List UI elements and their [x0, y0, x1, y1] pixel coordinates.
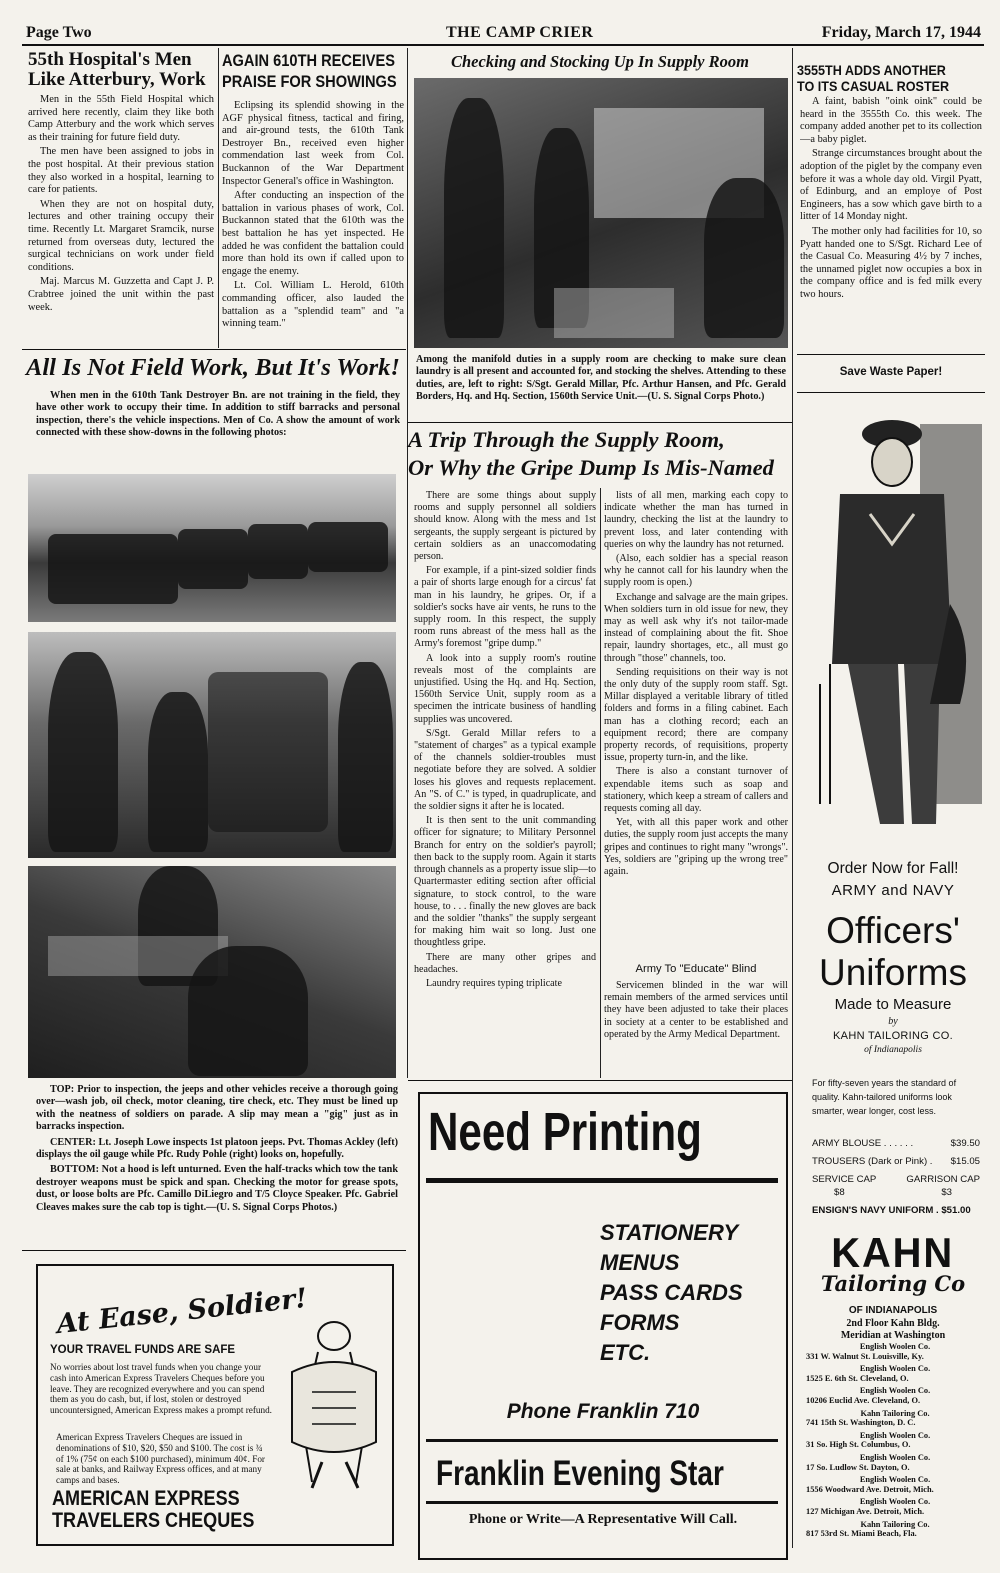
paragraph: For example, if a pint-sized soldier finds a pair of shorts large enough for a circus' fat man in his laundry, he gripes. Or, if a soldier's socks have air vents, he runs to the supply room. In this respect, the supply room runs abreast of the mess hall as the Army's foremost "gripe dump.": [414, 565, 596, 650]
article-610th-body: [222, 100, 404, 346]
kahn-branches: [806, 1342, 984, 1539]
printing-services-list: [600, 1218, 743, 1368]
branch-address: 331 W. Walnut St. Louisville, Ky.: [806, 1351, 924, 1361]
price-item: ENSIGN'S NAVY UNIFORM . $51.00: [812, 1205, 971, 1216]
paper-name: THE CAMP CRIER: [446, 24, 594, 41]
paragraph: There are many other gripes and headaches.: [414, 951, 596, 975]
kahn-ad-header: [800, 858, 986, 1056]
paragraph: There are some things about supply rooms and supply personnel all soldiers should know. Along with the mess and 1st sergeants, the supply sergeant is pictured by certain soldiers as an unaccomodating person.: [414, 490, 596, 563]
field-work-headline: All Is Not Field Work, But It's Work!: [26, 354, 400, 381]
price-item: GARRISON CAP: [906, 1174, 980, 1185]
trip-headline: [408, 426, 792, 482]
headline-line: 3555TH ADDS ANOTHER: [797, 62, 946, 78]
branch-name: English Woolen Co.: [859, 1452, 931, 1462]
paragraph: The mother only had facilities for 10, so Pyatt handed one to S/Sgt. Richard Lee of the Casual Co. Measuring 4½ by 7 inches, the unnamed piglet now occupies a box in the company office and is fed milk every two hours.: [800, 225, 982, 300]
trip-column-1: [414, 490, 596, 1070]
branch-address: 17 So. Ludlow St. Dayton, O.: [806, 1462, 910, 1472]
branch-address: 1556 Woodward Ave. Detroit, Mich.: [806, 1484, 934, 1494]
printing-phone: Phone Franklin 710: [506, 1400, 700, 1423]
jeep-inspection-photo: [28, 632, 396, 858]
headline-line: A Trip Through the Supply Room,: [408, 427, 725, 452]
express-ad-body-1: No worries about lost travel funds when you change your cash into American Express Travelers Cheques before you leave. They are recognized everywhere and you can spend them as you do cash, but, if lost, stolen or destroyed uncountersigned, American Express makes a prompt refund.: [50, 1362, 272, 1416]
kahn-order: Order Now for Fall!: [827, 860, 959, 877]
branch: [806, 1409, 984, 1428]
printing-ad-rule: [426, 1178, 778, 1183]
printing-item: PASS CARDS: [600, 1280, 743, 1305]
printing-ad: [418, 1092, 788, 1560]
branch-name: English Woolen Co.: [859, 1475, 931, 1485]
column-rule: [600, 488, 601, 1078]
branch: [806, 1364, 984, 1383]
kahn-company: KAHN TAILORING CO.: [833, 1030, 953, 1042]
branch: [806, 1497, 984, 1516]
express-brand: [52, 1488, 254, 1532]
jeeps-lined-up-photo: [28, 474, 396, 622]
article-3555th-body: [800, 96, 982, 348]
paragraph: Strange circumstances brought about the adoption of the piglet by the company even before it was a whole day old. Virgil Pyatt, of Edinburg, and an employe of Post Engineers, has a sow which gave birth to a litter of 14 Monday night.: [800, 148, 982, 223]
printing-ad-rule: [426, 1501, 778, 1504]
price-item: SERVICE CAP: [812, 1174, 877, 1185]
supply-photo-headline: Checking and Stocking Up In Supply Room: [451, 52, 749, 71]
price-row: [812, 1187, 980, 1198]
headline-line: Like Atterbury, Work: [28, 69, 206, 90]
paragraph: Maj. Marcus M. Guzzetta and Capt J. P. Crabtree joined the unit within the past week.: [28, 276, 214, 313]
section-rule: [22, 1250, 406, 1251]
kahn-address: 2nd Floor Kahn Bldg.: [846, 1318, 940, 1329]
price-row: [812, 1174, 980, 1185]
printing-item: ETC.: [600, 1340, 651, 1365]
headline-line: 55th Hospital's Men: [28, 49, 192, 70]
masthead: [18, 6, 983, 46]
paragraph: After conducting an inspection of the battalion in various phases of work, Col. Buckannon stated that the 610th was the best battalion he has yet inspected. He added he was confident the battalion could more than hold its own if called upon to engage the enemy.: [222, 190, 404, 277]
paragraph: A faint, babish "oink oink" could be heard in the 3555th Co. this week. The company added another pet to its collection—a baby piglet.: [800, 96, 982, 145]
paragraph: Eclipsing its splendid showing in the AGF physical fitness, tactical and firing, and air-ground tests, the 610th Tank Destroyer Bn., received even higher commendation last week from Col. Buckannon of the War Department Inspector General's office in Washington.: [222, 100, 404, 187]
branch: [806, 1453, 984, 1472]
branch-name: English Woolen Co.: [859, 1497, 931, 1507]
kahn-of-indy: OF INDIANAPOLIS: [848, 1305, 938, 1316]
article-610th-headline: [222, 50, 404, 92]
branch-address: 31 So. High St. Columbus, O.: [806, 1440, 911, 1450]
soldier-in-chair-icon: [282, 1312, 386, 1492]
caption-top: TOP: Prior to inspection, the jeeps and other vehicles receive a thorough going over—wash job, oil check, motor cleaning, tire check, etc. They must be lined up with the neatness of soldiers on parade. A slip may mean a "gig" just as in barracks inspection.: [36, 1084, 398, 1133]
kahn-price-list: [812, 1138, 980, 1223]
headline-line: PRAISE FOR SHOWINGS: [222, 72, 397, 91]
save-paper-notice: Save Waste Paper!: [839, 366, 943, 378]
printing-item: MENUS: [600, 1250, 680, 1275]
section-rule: [408, 1080, 792, 1081]
branch-address: 741 15th St. Washington, D. C.: [806, 1418, 916, 1428]
branch: [806, 1342, 984, 1361]
branch: [806, 1431, 984, 1450]
branch-name: English Woolen Co.: [859, 1364, 931, 1374]
section-rule: [797, 392, 985, 393]
branch: [806, 1520, 984, 1539]
kahn-officers: Officers': [826, 910, 960, 951]
headline-line: TO ITS CASUAL ROSTER: [797, 78, 950, 94]
paragraph: Laundry requires typing triplicate: [426, 977, 562, 989]
branch-name: Kahn Tailoring Co.: [860, 1519, 930, 1529]
price-value: $8: [834, 1187, 845, 1198]
price-value: $3: [941, 1187, 952, 1198]
column-rule: [407, 48, 408, 1078]
caption-center: CENTER: Lt. Joseph Lowe inspects 1st platoon jeeps. Pvt. Thomas Ackley (left) displays the oil gauge while Pfc. Rudy Pohle (right) looks on, hopefully.: [36, 1136, 398, 1161]
article-55th-headline: [28, 50, 218, 90]
kahn-logo-name: KAHN: [831, 1229, 955, 1276]
paragraph: lists of all men, marking each copy to indicate whether the man has turned in laundry, checking the list at the laundry to prevent loss, and later contending with queries on why the laundry has not returned.: [604, 490, 788, 550]
branch-name: English Woolen Co.: [859, 1386, 931, 1396]
kahn-of: of Indianapolis: [864, 1045, 922, 1055]
express-ad-body-2: American Express Travelers Cheques are issued in denominations of $10, $20, $50 and $100. The cost is ¾ of 1% (75¢ on each $100 purchased), minimum 40¢. For sale at banks, and Railway Express offices, and at many camps and bases.: [56, 1432, 265, 1486]
branch-name: English Woolen Co.: [859, 1430, 931, 1440]
supply-room-photo: [414, 78, 788, 348]
brand-line: TRAVELERS CHEQUES: [52, 1509, 255, 1532]
branch-address: 817 53rd St. Miami Beach, Fla.: [806, 1529, 917, 1539]
kahn-uniforms: Uniforms: [818, 952, 968, 993]
blind-body: [604, 980, 788, 1070]
branch-name: English Woolen Co.: [859, 1342, 931, 1351]
price-row: [812, 1205, 980, 1216]
page-number: Page Two: [26, 24, 92, 41]
headline-line: Or Why the Gripe Dump Is Mis-Named: [408, 455, 774, 480]
price-row: [812, 1156, 980, 1167]
headline-line: AGAIN 610TH RECEIVES: [222, 51, 396, 70]
branch-name: Kahn Tailoring Co.: [860, 1408, 930, 1418]
kahn-logo-script: Tailoring Co: [820, 1271, 966, 1296]
branch-address: 10206 Euclid Ave. Cleveland, O.: [806, 1395, 921, 1405]
printing-ad-title: Need Printing: [428, 1102, 702, 1162]
kahn-army-navy: ARMY and NAVY: [831, 882, 955, 899]
paragraph: There is also a constant turnover of expendable items such as soap and stationery, which keep a stream of callers and requests coming all day.: [604, 766, 788, 815]
trip-column-2: [604, 490, 788, 960]
brand-line: AMERICAN EXPRESS: [52, 1487, 240, 1510]
relaxing-soldier-illustration: [282, 1312, 386, 1492]
express-ad-title: At Ease, Soldier!: [55, 1282, 309, 1341]
column-rule: [792, 48, 793, 1548]
branch: [806, 1475, 984, 1494]
paragraph: Servicemen blinded in the war will remain members of the armed services until they have been adjusted to take their places in society at a center to be established and operated by the Army Medical Department.: [604, 980, 788, 1040]
blind-headline: Army To "Educate" Blind: [635, 963, 757, 975]
paragraph: Men in the 55th Field Hospital which arrived here recently, claim they like both Camp Atterbury and the work which serves as their training for future field duty.: [28, 94, 214, 143]
printing-ad-rule: [426, 1439, 778, 1442]
price-value: $39.50: [950, 1138, 980, 1149]
half-track-photo: [28, 866, 396, 1078]
kahn-by: by: [888, 1016, 898, 1027]
branch-address: 1525 E. 6th St. Cleveland, O.: [806, 1373, 909, 1383]
article-55th-body: [28, 94, 214, 346]
officer-illustration: [800, 404, 984, 844]
printing-paper-name: Franklin Evening Star: [436, 1454, 724, 1493]
price-row: [812, 1138, 980, 1149]
column-rule: [218, 48, 219, 348]
section-rule: [22, 349, 406, 350]
article-3555th-headline: [797, 62, 985, 94]
paragraph: When men in the 610th Tank Destroyer Bn. are not training in the field, they have other work to occupy their time. In addition to stiff barracks and personal inspection, there's the vehicle inspections. Men of Co. A show the amount of work connected with these show-downs in the following photos:: [36, 390, 400, 439]
field-work-intro: [36, 390, 400, 460]
kahn-address: Meridian at Washington: [840, 1330, 946, 1341]
section-rule: [408, 422, 792, 423]
masthead-rule: [22, 44, 984, 46]
issue-date: Friday, March 17, 1944: [821, 24, 981, 41]
printing-item: STATIONERY: [600, 1220, 739, 1245]
kahn-tagline: For fifty-seven years the standard of quality. Kahn-tailored uniforms look smarter, wear longer, cost less.: [812, 1078, 957, 1116]
paragraph: When they are not on hospital duty, lectures and other training occupy their time. Recently Lt. Margaret Sramcik, nurse returned from overseas duty, lectured the surgical technicians on work under field conditions.: [28, 198, 214, 273]
paragraph: A look into a supply room's routine reveals most of the complaints are unjustified. Using the Hq. and Hq. Section, 1560th Service Unit, supply room as a specimen the intricate business of handling supplies was uncovered.: [414, 652, 596, 725]
kahn-made: Made to Measure: [834, 996, 952, 1013]
paragraph: S/Sgt. Gerald Millar refers to a "statement of charges" as a typical example of the channels soldier-troubles must negotiate before they are solved. A soldier loses his gloves and requests replacement. An "S. of C." is typed, in quadruplicate, and the soldier signs it after he is located.: [414, 727, 596, 813]
paragraph: Exchange and salvage are the main gripes. When soldiers turn in old issue for new, they may as well ask why it's not tailor-made instead of complaining about the fit. Shoe repair, laundry shortages, etc., all must go through "those" channels, too.: [604, 591, 788, 664]
section-rule: [797, 354, 985, 355]
kahn-logo: [800, 1229, 986, 1342]
paragraph: Sending requisitions on their way is not the only duty of the supply room staff. Sgt. Millar displayed a veritable library of titled folders and forms in a filing cabinet. Each man has a clothing record; each an equipment record; there are company property records, of requisitions, property issue, property turn-in, and the like.: [604, 666, 788, 764]
price-item: TROUSERS (Dark or Pink) .: [812, 1156, 933, 1167]
branch-address: 127 Michigan Ave. Detroit, Mich.: [806, 1506, 925, 1516]
printing-item: FORMS: [600, 1310, 680, 1335]
caption-bottom: BOTTOM: Not a hood is left unturned. Even the half-tracks which tow the tank destroyer weapons must be spick and span. Checking the motor for grease spots, dust, or loose bolts are Pfc. Camillo DiLiegro and T/5 Cloyce Speaker. Pfc. Gabriel Cleaves makes sure the cab top is tight.—(U. S. Signal Corps Photos.): [36, 1164, 398, 1213]
price-item: ARMY BLOUSE . . . . . .: [812, 1138, 914, 1149]
paragraph: The men have been assigned to jobs in the post hospital. At their previous station they also worked in a hospital, learning to care for patients.: [28, 146, 214, 196]
paragraph: Lt. Col. William L. Herold, 610th commanding officer, also lauded the battalion as a "splendid team" and "a winning team.": [222, 280, 404, 330]
price-value: $15.05: [950, 1156, 980, 1167]
express-ad: [36, 1264, 394, 1546]
officer-figure-icon: [800, 404, 984, 844]
paragraph: (Also, each soldier has a special reason why he cannot call for his laundry when the supply room is open.): [604, 553, 788, 589]
printing-footer: Phone or Write—A Representative Will Call.: [468, 1512, 738, 1527]
field-work-captions: [36, 1084, 398, 1244]
paragraph: It is then sent to the unit commanding officer for signature; to Military Personnel Branch for entry on the soldier's payroll; then back to the supply room. Again it starts through channels as a property issue slip—to Quartermaster editing section after official signature, to stock control, to the ware house, to . . . finally the new gloves are back and the soldier "thanks" the supply sergeant for making him wait so long. Just one thoughtless gripe.: [414, 815, 596, 949]
express-ad-subtitle: YOUR TRAVEL FUNDS ARE SAFE: [50, 1344, 236, 1356]
paragraph: Yet, with all this paper work and other duties, the supply room just accepts the many gripes and continues to right many "wrongs". Yes, soldiers are "griping up the wrong tree" again.: [604, 817, 788, 878]
supply-photo-caption: Among the manifold duties in a supply room are checking to make sure clean laundry is all present and accounted for, and stocking the shelves. Attending to these duties, are, left to right: S/Sgt. Gerald Millar, Pfc. Arthur Hansen, and Pfc. Gerald Borders, Hq. and Hq. Section, 1560th Service Unit.—(U. S. Signal Corps Photo.): [416, 354, 786, 403]
branch: [806, 1386, 984, 1405]
